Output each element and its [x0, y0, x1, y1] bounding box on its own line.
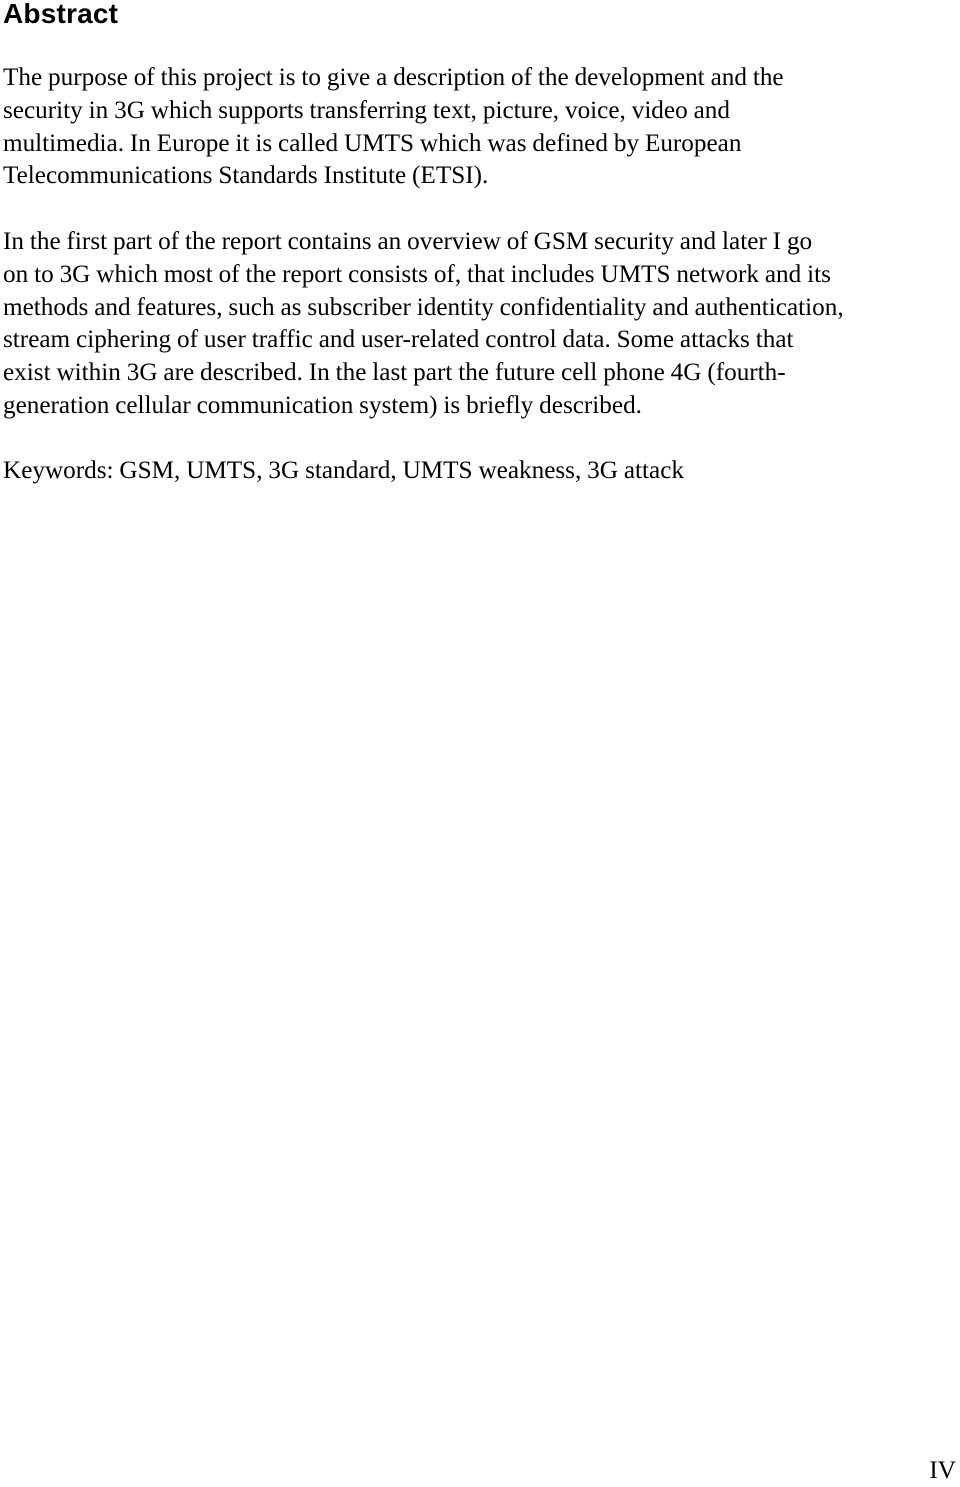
paragraph-line: on to 3G which most of the report consists of, that includes UMTS network and its	[3, 260, 831, 288]
paragraph-line: exist within 3G are described. In the last part the future cell phone 4G (fourth-	[3, 359, 786, 387]
paragraph-line: The purpose of this project is to give a description of the development and the	[3, 64, 784, 91]
abstract-paragraph-purpose	[3, 62, 958, 193]
paragraph-line: generation cellular communication system) is briefly described.	[3, 391, 642, 419]
paragraph-line: methods and features, such as subscriber identity confidentiality and authentication,	[3, 293, 844, 321]
paragraph-line: security in 3G which supports transferring text, picture, voice, video and	[3, 96, 730, 124]
abstract-paragraph-overview	[3, 226, 958, 423]
paragraph-line: multimedia. In Europe it is called UMTS which was defined by European	[3, 129, 742, 157]
paragraph-line: stream ciphering of user traffic and user-related control data. Some attacks that	[3, 326, 794, 354]
paragraph-line: In the first part of the report contains an overview of GSM security and later I go	[3, 228, 813, 255]
keywords-line: Keywords: GSM, UMTS, 3G standard, UMTS weakness, 3G attack	[3, 457, 684, 484]
page-number: IV	[929, 1457, 956, 1484]
paragraph-line: Telecommunications Standards Institute (ETSI).	[3, 162, 489, 190]
abstract-heading: Abstract	[3, 0, 119, 29]
